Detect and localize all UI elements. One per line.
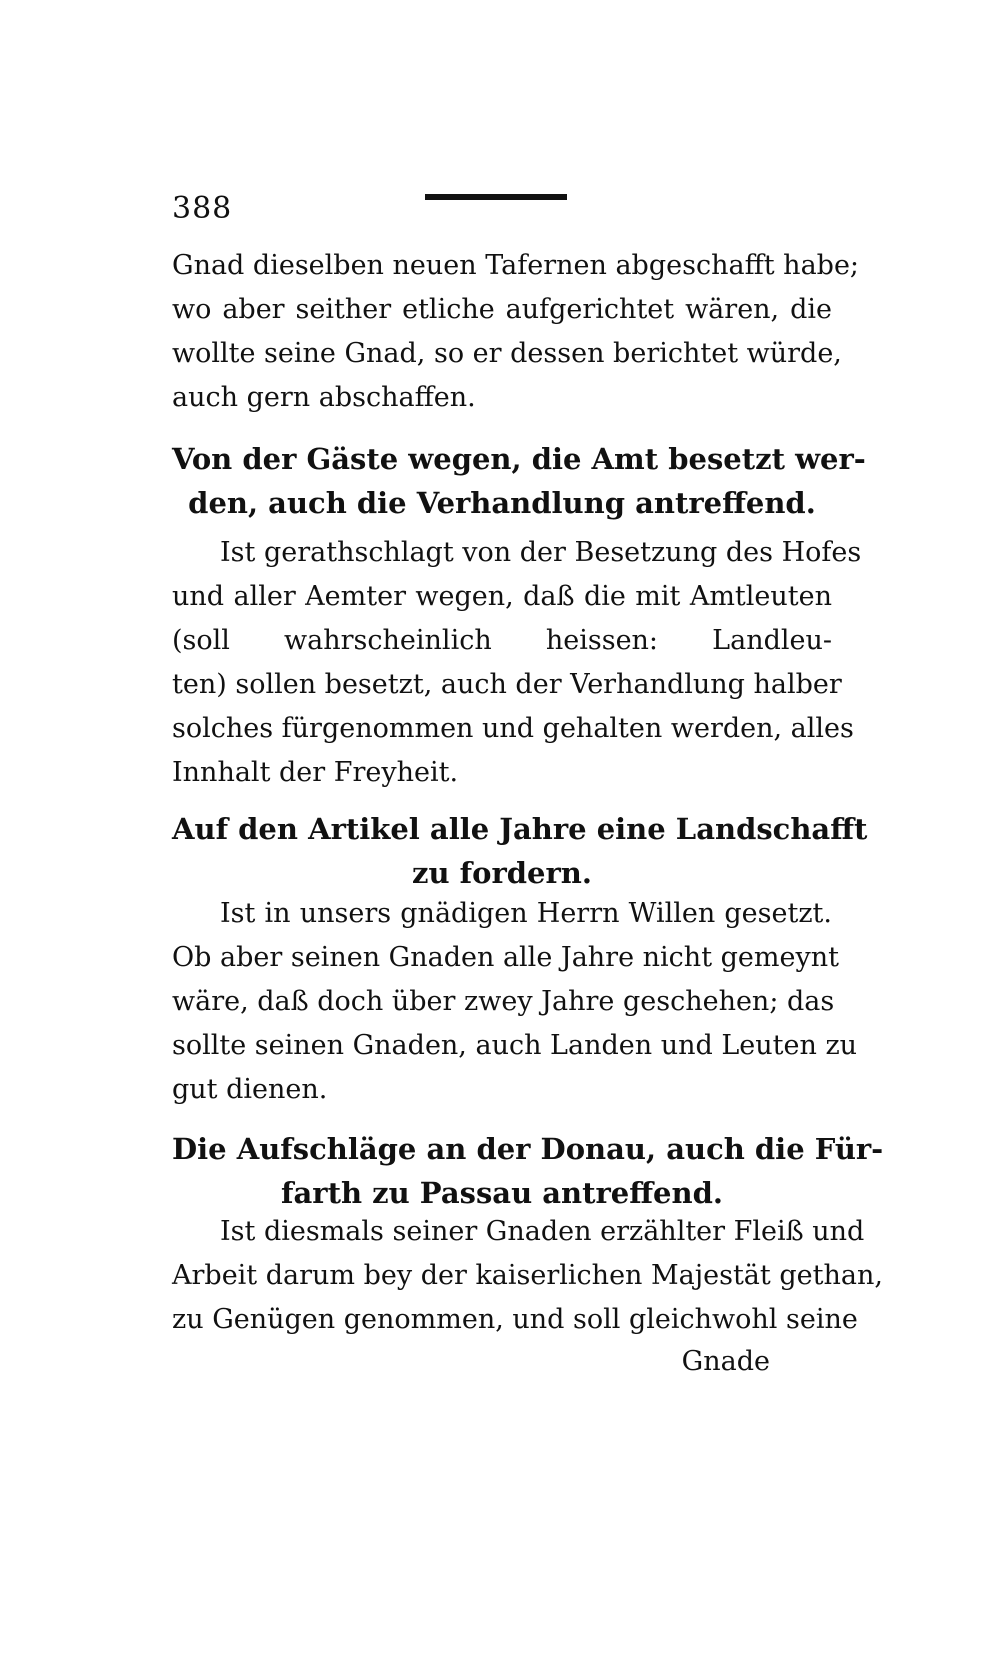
text-line: und aller Aemter wegen, daß die mit Amtleuten	[172, 581, 832, 612]
text-line: auch gern abschaffen.	[172, 382, 476, 413]
text-line: (soll wahrscheinlich heissen: Landleu-	[172, 625, 832, 656]
text-line: solches fürgenommen und gehalten werden, alles	[172, 713, 854, 744]
text-line: Arbeit darum bey der kaiserlichen Majestät gethan,	[172, 1260, 883, 1291]
heading-line: Auf den Artikel alle Jahre eine Landschafft	[172, 812, 868, 846]
text-line: zu Genügen genommen, und soll gleichwohl seine	[172, 1304, 858, 1335]
catchword: Gnade	[681, 1346, 770, 1377]
text-line: Ist in unsers gnädigen Herrn Willen gesetzt.	[220, 898, 832, 929]
text-line: Gnad dieselben neuen Tafernen abgeschafft habe;	[172, 250, 860, 281]
text-line: Ob aber seinen Gnaden alle Jahre nicht gemeynt	[172, 942, 839, 973]
paragraph-4	[172, 1210, 883, 1342]
text-line: gut dienen.	[172, 1074, 328, 1105]
text-line: sollte seinen Gnaden, auch Landen und Leuten zu	[172, 1030, 858, 1061]
text-line: ten) sollen besetzt, auch der Verhandlung halber	[172, 669, 842, 700]
section-heading-3	[172, 1127, 884, 1215]
heading-line: farth zu Passau antreffend.	[281, 1176, 723, 1210]
heading-line: den, auch die Verhandlung antreffend.	[188, 486, 816, 520]
heading-line: Von der Gäste wegen, die Amt besetzt wer-	[172, 442, 866, 476]
text-line: wo aber seither etliche aufgerichtet wären, die	[172, 294, 832, 325]
paragraph-1	[172, 244, 860, 420]
page-number: 388	[172, 191, 233, 226]
paragraph-2	[172, 531, 862, 795]
text-line: wäre, daß doch über zwey Jahre geschehen; das	[172, 986, 835, 1017]
section-heading-1	[172, 437, 866, 525]
text-line: Ist diesmals seiner Gnaden erzählter Fleiß und	[220, 1216, 865, 1247]
header-rule	[425, 194, 567, 200]
paragraph-3	[172, 892, 858, 1112]
text-line: wollte seine Gnad, so er dessen berichtet würde,	[172, 338, 842, 369]
text-line: Ist gerathschlagt von der Besetzung des Hofes	[220, 537, 862, 568]
heading-line: Die Aufschläge an der Donau, auch die Für-	[172, 1132, 884, 1166]
catchword-block	[172, 1340, 832, 1384]
text-line: Innhalt der Freyheit.	[172, 757, 459, 788]
section-heading-2	[172, 807, 868, 895]
heading-line: zu fordern.	[412, 856, 592, 890]
